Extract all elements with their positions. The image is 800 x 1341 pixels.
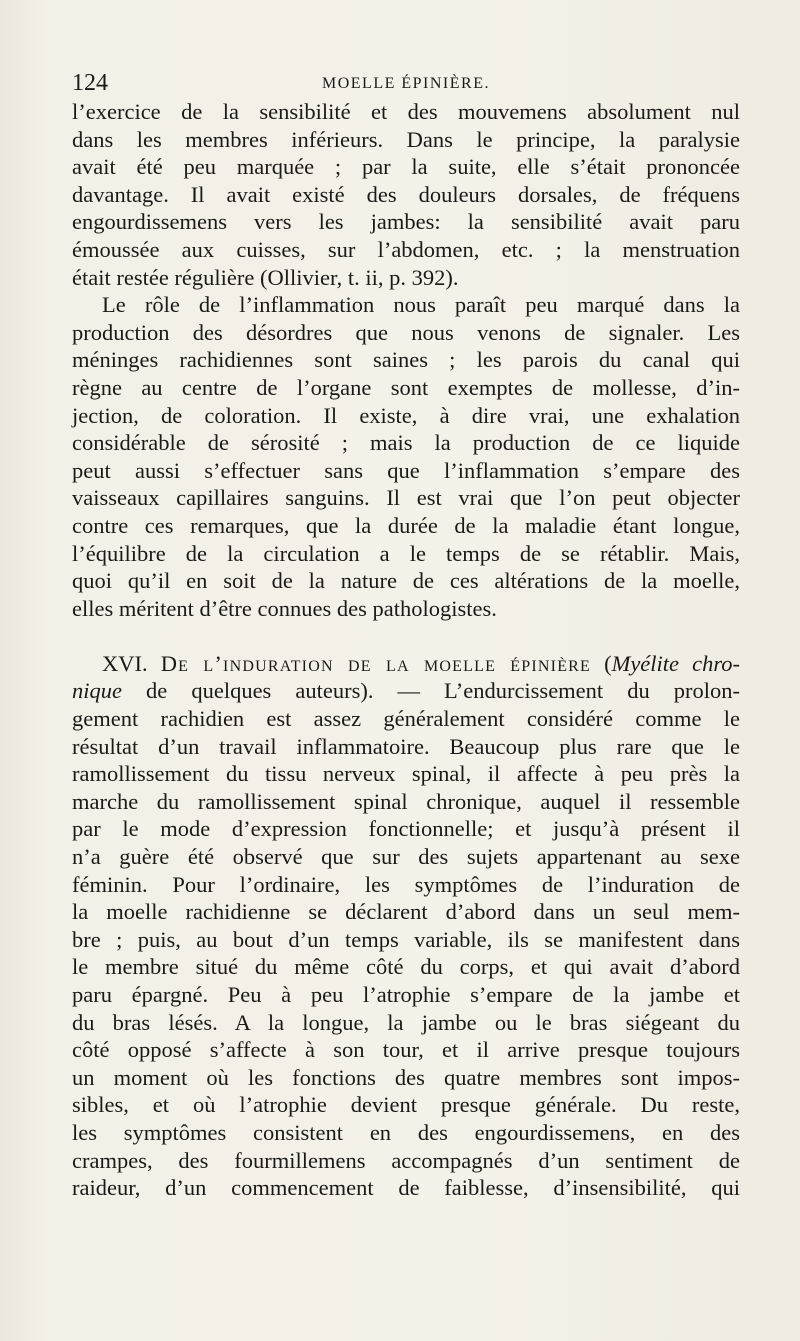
text-line: côté opposé s’affecte à son tour, et il arrive presque toujours: [72, 1037, 740, 1063]
section-xvi: [72, 650, 740, 1202]
section-number: XVI.: [102, 650, 148, 676]
page-header: [72, 68, 740, 98]
text-line: contre ces remarques, que la durée de la maladie étant longue,: [72, 512, 740, 538]
text-line: règne au centre de l’organe sont exemptes de mollesse, d’in-: [72, 374, 740, 400]
text-line: davantage. Il avait existé des douleurs dorsales, de fréquens: [72, 181, 740, 207]
text-line: les symptômes consistent en des engourdissemens, en des: [72, 1119, 740, 1145]
section-title: De l’induration de la moelle épinière: [160, 650, 592, 676]
text-line: n’a guère été observé que sur des sujets appartenant au sexe: [72, 844, 740, 870]
text-line: elles méritent d’être connues des pathologistes.: [72, 595, 497, 621]
text-line: l’exercice de la sensibilité et des mouvemens absolument nul: [72, 99, 740, 124]
text-line: sibles, et où l’atrophie devient presque générale. Du reste,: [72, 1092, 740, 1118]
text-line: méninges rachidiennes sont saines ; les parois du canal qui: [72, 347, 740, 373]
body-text: [72, 98, 740, 1202]
text-line: [72, 677, 740, 705]
text-line: avait été peu marquée ; par la suite, elle s’était prononcée: [72, 154, 740, 180]
italic-word: nique: [72, 678, 122, 704]
text-line: féminin. Pour l’ordinaire, les symptômes de l’induration de: [72, 871, 740, 897]
text-line: jection, de coloration. Il existe, à dire vrai, une exhalation: [72, 402, 740, 428]
text-line: considérable de sérosité ; mais la production de ce liquide: [72, 430, 740, 456]
page-number: 124: [72, 70, 108, 96]
paragraph-1: [72, 98, 740, 291]
text-line: ramollissement du tissu nerveux spinal, il affecte à peu près la: [72, 761, 740, 787]
section-spacer: [72, 622, 740, 650]
text-line: raideur, d’un commencement de faiblesse, d’insensibilité, qui: [72, 1175, 740, 1201]
section-paren: (: [591, 650, 612, 676]
text-line: production des désordres que nous venons de signaler. Les: [72, 319, 740, 345]
text-line: crampes, des fourmillemens accompagnés d’un sentiment de: [72, 1147, 740, 1173]
text-line: était restée régulière (Ollivier, t. ii, p. 392).: [72, 264, 459, 290]
text-line: engourdissemens vers les jambes: la sensibilité avait paru: [72, 209, 740, 235]
text-line: par le mode d’expression fonctionnelle; et jusqu’à présent il: [72, 816, 740, 842]
running-head: MOELLE ÉPINIÈRE.: [322, 75, 490, 92]
text-line: le membre situé du même côté du corps, et qui avait d’abord: [72, 954, 740, 980]
section-title-italic: Myélite chro-: [611, 650, 741, 676]
section-heading-line: [72, 650, 740, 678]
text-line: marche du ramollissement spinal chronique, auquel il ressemble: [72, 788, 740, 814]
text-line: émoussée aux cuisses, sur l’abdomen, etc. ; la menstruation: [72, 236, 740, 262]
text-line: résultat d’un travail inflammatoire. Beaucoup plus rare que le: [72, 733, 740, 759]
text-line: Le rôle de l’inflammation nous paraît peu marqué dans la: [102, 292, 740, 318]
text-line: un moment où les fonctions des quatre membres sont impos-: [72, 1064, 740, 1090]
text-line: du bras lésés. A la longue, la jambe ou le bras siégeant du: [72, 1009, 740, 1035]
text-line: quoi qu’il en soit de la nature de ces altérations de la moelle,: [72, 568, 740, 594]
paragraph-2: [72, 291, 740, 622]
text-line: la moelle rachidienne se déclarent d’abord dans un seul mem-: [72, 899, 740, 925]
line-rest: de quelques auteurs). — L’endurcissement du prolon-: [122, 678, 740, 704]
text-line: dans les membres inférieurs. Dans le principe, la paralysie: [72, 126, 740, 152]
text-line: bre ; puis, au bout d’un temps variable, ils se manifestent dans: [72, 926, 740, 952]
text-line: vaisseaux capillaires sanguins. Il est vrai que l’on peut objecter: [72, 485, 740, 511]
text-line: l’équilibre de la circulation a le temps de se rétablir. Mais,: [72, 540, 740, 566]
text-line: paru épargné. Peu à peu l’atrophie s’empare de la jambe et: [72, 982, 740, 1007]
text-line: gement rachidien est assez généralement considéré comme le: [72, 706, 740, 732]
text-line: peut aussi s’effectuer sans que l’inflammation s’empare des: [72, 457, 740, 483]
